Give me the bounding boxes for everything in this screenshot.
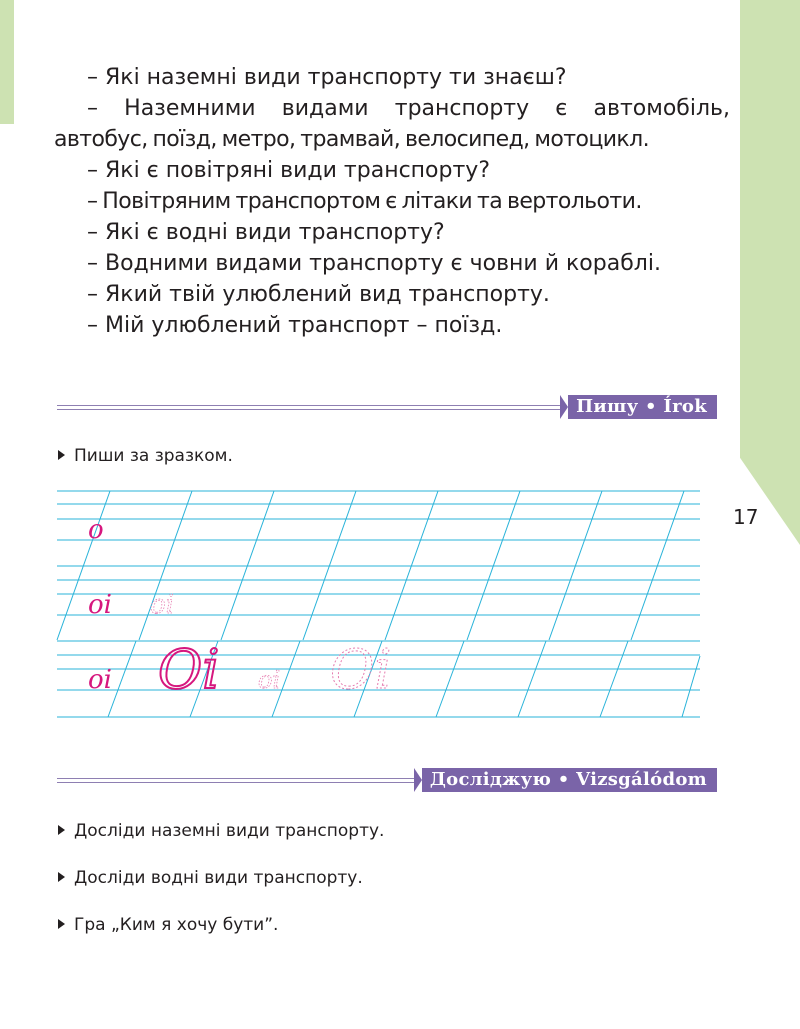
header-rule: [57, 778, 414, 783]
bullet-icon: [58, 919, 65, 929]
dialogue-line: – Повітряним транспортом є літаки та вертольоти.: [87, 189, 642, 214]
research-section-header: [57, 768, 717, 792]
dialogue-line: – Який твій улюблений вид транспорту.: [87, 282, 550, 307]
dialogue-line: – Водними видами транспорту є човни й кораблі.: [87, 251, 661, 276]
header-arrow: [414, 768, 422, 792]
research-item: [58, 821, 384, 841]
dialogue-line: – Мій улюблений транспорт – поїзд.: [87, 313, 503, 338]
sample-row3: oi: [88, 665, 112, 695]
trace-row3-large: Oi: [330, 638, 392, 701]
dialogue-line: – Які наземні види транспорту ти знаєш?: [87, 65, 567, 90]
bullet-icon: [58, 872, 65, 882]
research-item: [58, 868, 363, 888]
writing-instruction-text: Пиши за зразком.: [74, 446, 233, 466]
page-number: 17: [733, 505, 759, 529]
dialogue-line: – Які є водні види транспорту?: [87, 220, 445, 245]
research-item: [58, 915, 278, 935]
sample-row3-large: Oi: [158, 638, 220, 701]
dialogue-line: – Які є повітряні види транспорту?: [87, 158, 490, 183]
sample-row1: o: [88, 515, 104, 545]
trace-row3-small: oi: [258, 666, 281, 694]
dialogue-line: автобус, поїзд, метро, трамвай, велосипед, мотоцикл.: [54, 127, 649, 152]
research-section-title: Досліджую • Vizsgálódom: [422, 768, 717, 792]
sample-row2: oi: [88, 590, 112, 620]
research-item-text: Досліди водні види транспорту.: [74, 868, 363, 888]
bullet-icon: [58, 825, 65, 835]
research-item-text: Досліди наземні види транспорту.: [74, 821, 385, 841]
writing-section-title: Пишу • Írok: [568, 395, 717, 419]
trace-row2: oi: [150, 590, 174, 620]
research-item-text: Гра „Ким я хочу бути”.: [74, 915, 279, 935]
dialogue-line: – Наземними видами транспорту є автомобіль,: [87, 96, 730, 121]
